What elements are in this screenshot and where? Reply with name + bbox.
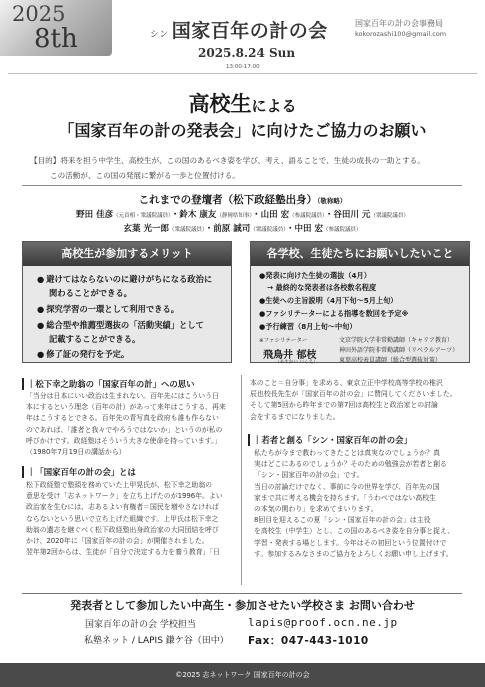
main-title-strong: 高校生 <box>188 92 252 116</box>
text-line: 私たちが今まで教わってきたことは真実なのでしょうか？真 <box>254 449 440 457</box>
contact-person: 私塾ネット / LAPIS 鎌ケ谷（田中） <box>84 636 229 646</box>
section-heading-philosophy: ｜松下幸之助翁の「国家百年の計」への思い <box>22 378 195 390</box>
contact-fax: Fax：047-443-1010 <box>248 635 369 647</box>
text-line: 当日の討論だけでなく、事前に今の世界を学び、百年先の国 <box>254 482 440 491</box>
badge-edition: 8th <box>34 24 78 54</box>
bullet-icon: ● <box>37 349 45 359</box>
facilitator-title: 文京学院大学非常勤講師（キャリア教育） <box>339 337 454 344</box>
requests-box <box>250 241 470 363</box>
purpose-line-1: 【目的】将来を担う中学生、高校生が、この国のあるべき姿を学び、考え、語ることで、生徒の成長の一助とする。 <box>30 156 425 165</box>
text-line: す。参加するみなさまのご協力をよろしくお願い申し上げます。 <box>254 549 453 558</box>
merit-item-cont: 関わることができる。 <box>49 288 132 298</box>
text-line: 本のこと＝自分事」を求める、東京立正中学校高等学校の椎沢 <box>250 379 443 387</box>
past-speakers-row-1 <box>0 208 485 220</box>
youth-text <box>254 448 454 560</box>
footer-copyright: ©2025 志ネットワーク 国家百年の計の会 <box>0 663 485 687</box>
speaker-role: （衆議院議員） <box>250 227 286 233</box>
request-item-sub: → 最終的な発表者は各校数名程度 <box>267 283 377 292</box>
speaker-name: ・前原 誠司 <box>204 224 251 234</box>
speaker-role: （静岡県知事） <box>216 213 253 219</box>
request-item: ●生徒への主旨説明（4月下旬〜5月上旬） <box>259 296 398 305</box>
request-item: ●発表に向けた生徒の選抜（4月） <box>259 271 371 280</box>
past-speakers-note: （敬称略） <box>317 197 347 205</box>
past-speakers-heading <box>0 192 485 207</box>
philosophy-text <box>26 391 226 458</box>
speaker-name: ・山田 宏 <box>252 210 290 220</box>
past-speakers-title: これまでの登壇者（松下政経塾出身） <box>138 194 318 206</box>
text-line: 本にするという理念（百年の計）があって来年はこうする、再来 <box>26 403 226 412</box>
merits-box <box>22 241 232 363</box>
speaker-name: 野田 佳彦 <box>76 210 114 220</box>
bullet-icon: ● <box>37 320 45 330</box>
text-line: かけ、2020年に「国家百年の計の会」が開催されました。 <box>26 537 209 546</box>
event-date: 2025.8.24 Sun <box>198 46 296 60</box>
facilitator-title: 東葉高校表員講師（総合型選抜対策） <box>339 357 442 364</box>
text-line: （1980年7月19日の講話から） <box>26 448 126 457</box>
contact-email[interactable]: lapis@proof.ocn.ne.jp <box>248 616 398 629</box>
text-line: 翌年第2回からは、生徒が「自分で決定する力を養う教育」「日 <box>26 548 220 557</box>
text-line: 会をするまでになりました。 <box>250 412 340 421</box>
speaker-name: ・谷田川 元 <box>324 210 371 220</box>
merit-text: 総合型や推薦型選抜の「活動実績」として <box>46 320 204 330</box>
section-heading-youth: ｜若者と創る「シン・国家百年の計の会」 <box>248 434 412 446</box>
facilitator-kana: （あすかい いくえ） <box>275 360 318 365</box>
facilitator-name: 飛鳥井 郁枝 <box>263 350 317 361</box>
speaker-name: 玄葉 光一郎 <box>123 224 169 234</box>
text-line: 助翁の遺志を継ぐべく松下政経塾出身政治家の大同団結を呼び <box>26 525 219 534</box>
purpose-line-2: この活動が、この国の発展に繋がる一歩と位置付ける。 <box>50 171 240 180</box>
requests-heading: 各学校、生徒たちにお願いしたいこと <box>251 242 469 266</box>
speaker-role: （衆議院議員） <box>168 227 205 233</box>
text-line: 政治家を生むには、志あるよい有権者＝国民を増やさなければ <box>26 503 219 512</box>
text-line: のであれば、「誰者と我々でやろうではないか」というのが私の <box>26 425 223 434</box>
speaker-role: （衆議院議員） <box>370 213 409 219</box>
purpose-text <box>30 153 460 183</box>
past-speakers-row-2 <box>0 222 485 234</box>
request-item: ●ファシリテーターによる指導を数回を予定※ <box>259 309 409 318</box>
header-divider <box>8 73 477 74</box>
speaker-role: （元首相・衆議院議員） <box>113 213 171 219</box>
speaker-name: ・中田 宏 <box>285 224 323 234</box>
text-line: 呼びかけです。政経塾はそういう大きな使命を持っています。」 <box>26 436 222 445</box>
badge-year: 2025 <box>12 2 66 26</box>
text-line: ならないという思いで立ち上げた組織です。上甲氏は松下幸之 <box>26 514 219 523</box>
speaker-name: ・鈴木 康友 <box>170 210 217 220</box>
secretariat: 国家百年の計の会事務局 <box>355 19 443 28</box>
event-title <box>150 16 328 43</box>
column-divider <box>241 375 242 585</box>
text-line: の本気の関わり」を求めてまいります。 <box>254 505 378 514</box>
text-line: 「シン・国家百年の計の会」です。 <box>254 471 364 480</box>
edition-badge <box>0 0 112 56</box>
text-line: 学習・発表する場とします。今年はその初回という位置付けで <box>254 538 447 547</box>
speaker-role: （参議院議員） <box>289 213 325 219</box>
event-title-main: 国家百年の計の会 <box>171 20 328 42</box>
text-line: 意思を受け「志ネットワーク」を立ち上げたのが1996年。よい <box>26 492 223 501</box>
event-title-prefix: シン <box>150 30 169 40</box>
facilitator-label: ※ファシリテーター <box>259 338 308 344</box>
merit-text: 探究学習の一環として利用できる。 <box>46 304 180 314</box>
request-item: ●予行練習（8月上旬〜中旬） <box>259 322 357 331</box>
merit-item <box>37 347 129 361</box>
event-time: 13:00-17:00 <box>226 64 260 70</box>
purpose-divider <box>22 185 462 186</box>
text-line: 8回目を迎えるこの夏「シン・国家百年の計の会」は主役 <box>254 516 431 525</box>
secretariat-email[interactable]: kokorozashi100@gmail.com <box>355 30 447 38</box>
text-line: 実はどこにあるのでしょうか？そのための勉強会が若者と創る <box>254 460 447 469</box>
text-line: 家まで共に考える機会を持ちます。「うわべではない高校生 <box>254 493 437 502</box>
merit-text: 避けてはならないのに避けがちになる政治に <box>46 274 213 284</box>
text-line: 辰也校長先生が「国家百年の計の会」に賛同してくださいました。 <box>250 390 457 399</box>
merit-item <box>37 272 212 286</box>
text-line: 「当分は日本にいい政治は生まれない。百年先にはこういう日 <box>26 392 219 400</box>
merit-item <box>37 302 179 316</box>
main-title <box>0 88 485 118</box>
speaker-role: （参議院議員） <box>322 227 362 233</box>
section-heading-about: ｜「国家百年の計の会」とは <box>22 466 136 478</box>
text-line: を高校生（中学生）とし、この国のあるべき姿を自分事と捉え、 <box>254 527 455 536</box>
contact-divider <box>22 593 462 594</box>
about-text <box>26 480 223 558</box>
bullet-icon: ● <box>37 274 45 284</box>
contact-heading: 発表者として参加したい中高生・参加させたい学校さま お問い合わせ <box>70 599 415 612</box>
about-text-continued <box>250 378 457 423</box>
facilitator-title: 神田外語学院非常勤講師（リベラルアーツ） <box>339 347 459 354</box>
text-line: そして第5回から昨年までの第7回は高校生と政治家との討論 <box>250 401 438 410</box>
main-title-suffix: による <box>251 97 297 115</box>
bullet-icon: ● <box>37 304 45 314</box>
subtitle: 「国家百年の計の発表会」に向けたご協力のお願い <box>58 121 427 140</box>
text-line: 年はこうするとできる。百年先の青写真を政府も誰も作らない <box>26 414 219 423</box>
merit-item <box>37 318 204 332</box>
merits-heading: 高校生が参加するメリット <box>23 242 231 266</box>
merit-text: 修了証の発行を予定。 <box>46 349 130 359</box>
contact-org: 国家百年の計の会 学校担当 <box>85 620 196 630</box>
text-line: 松下政経塾で塾頭を務めていた上甲晃氏が、松下幸之助翁の <box>26 481 213 489</box>
merit-item-cont: 記載することができる。 <box>49 334 141 344</box>
